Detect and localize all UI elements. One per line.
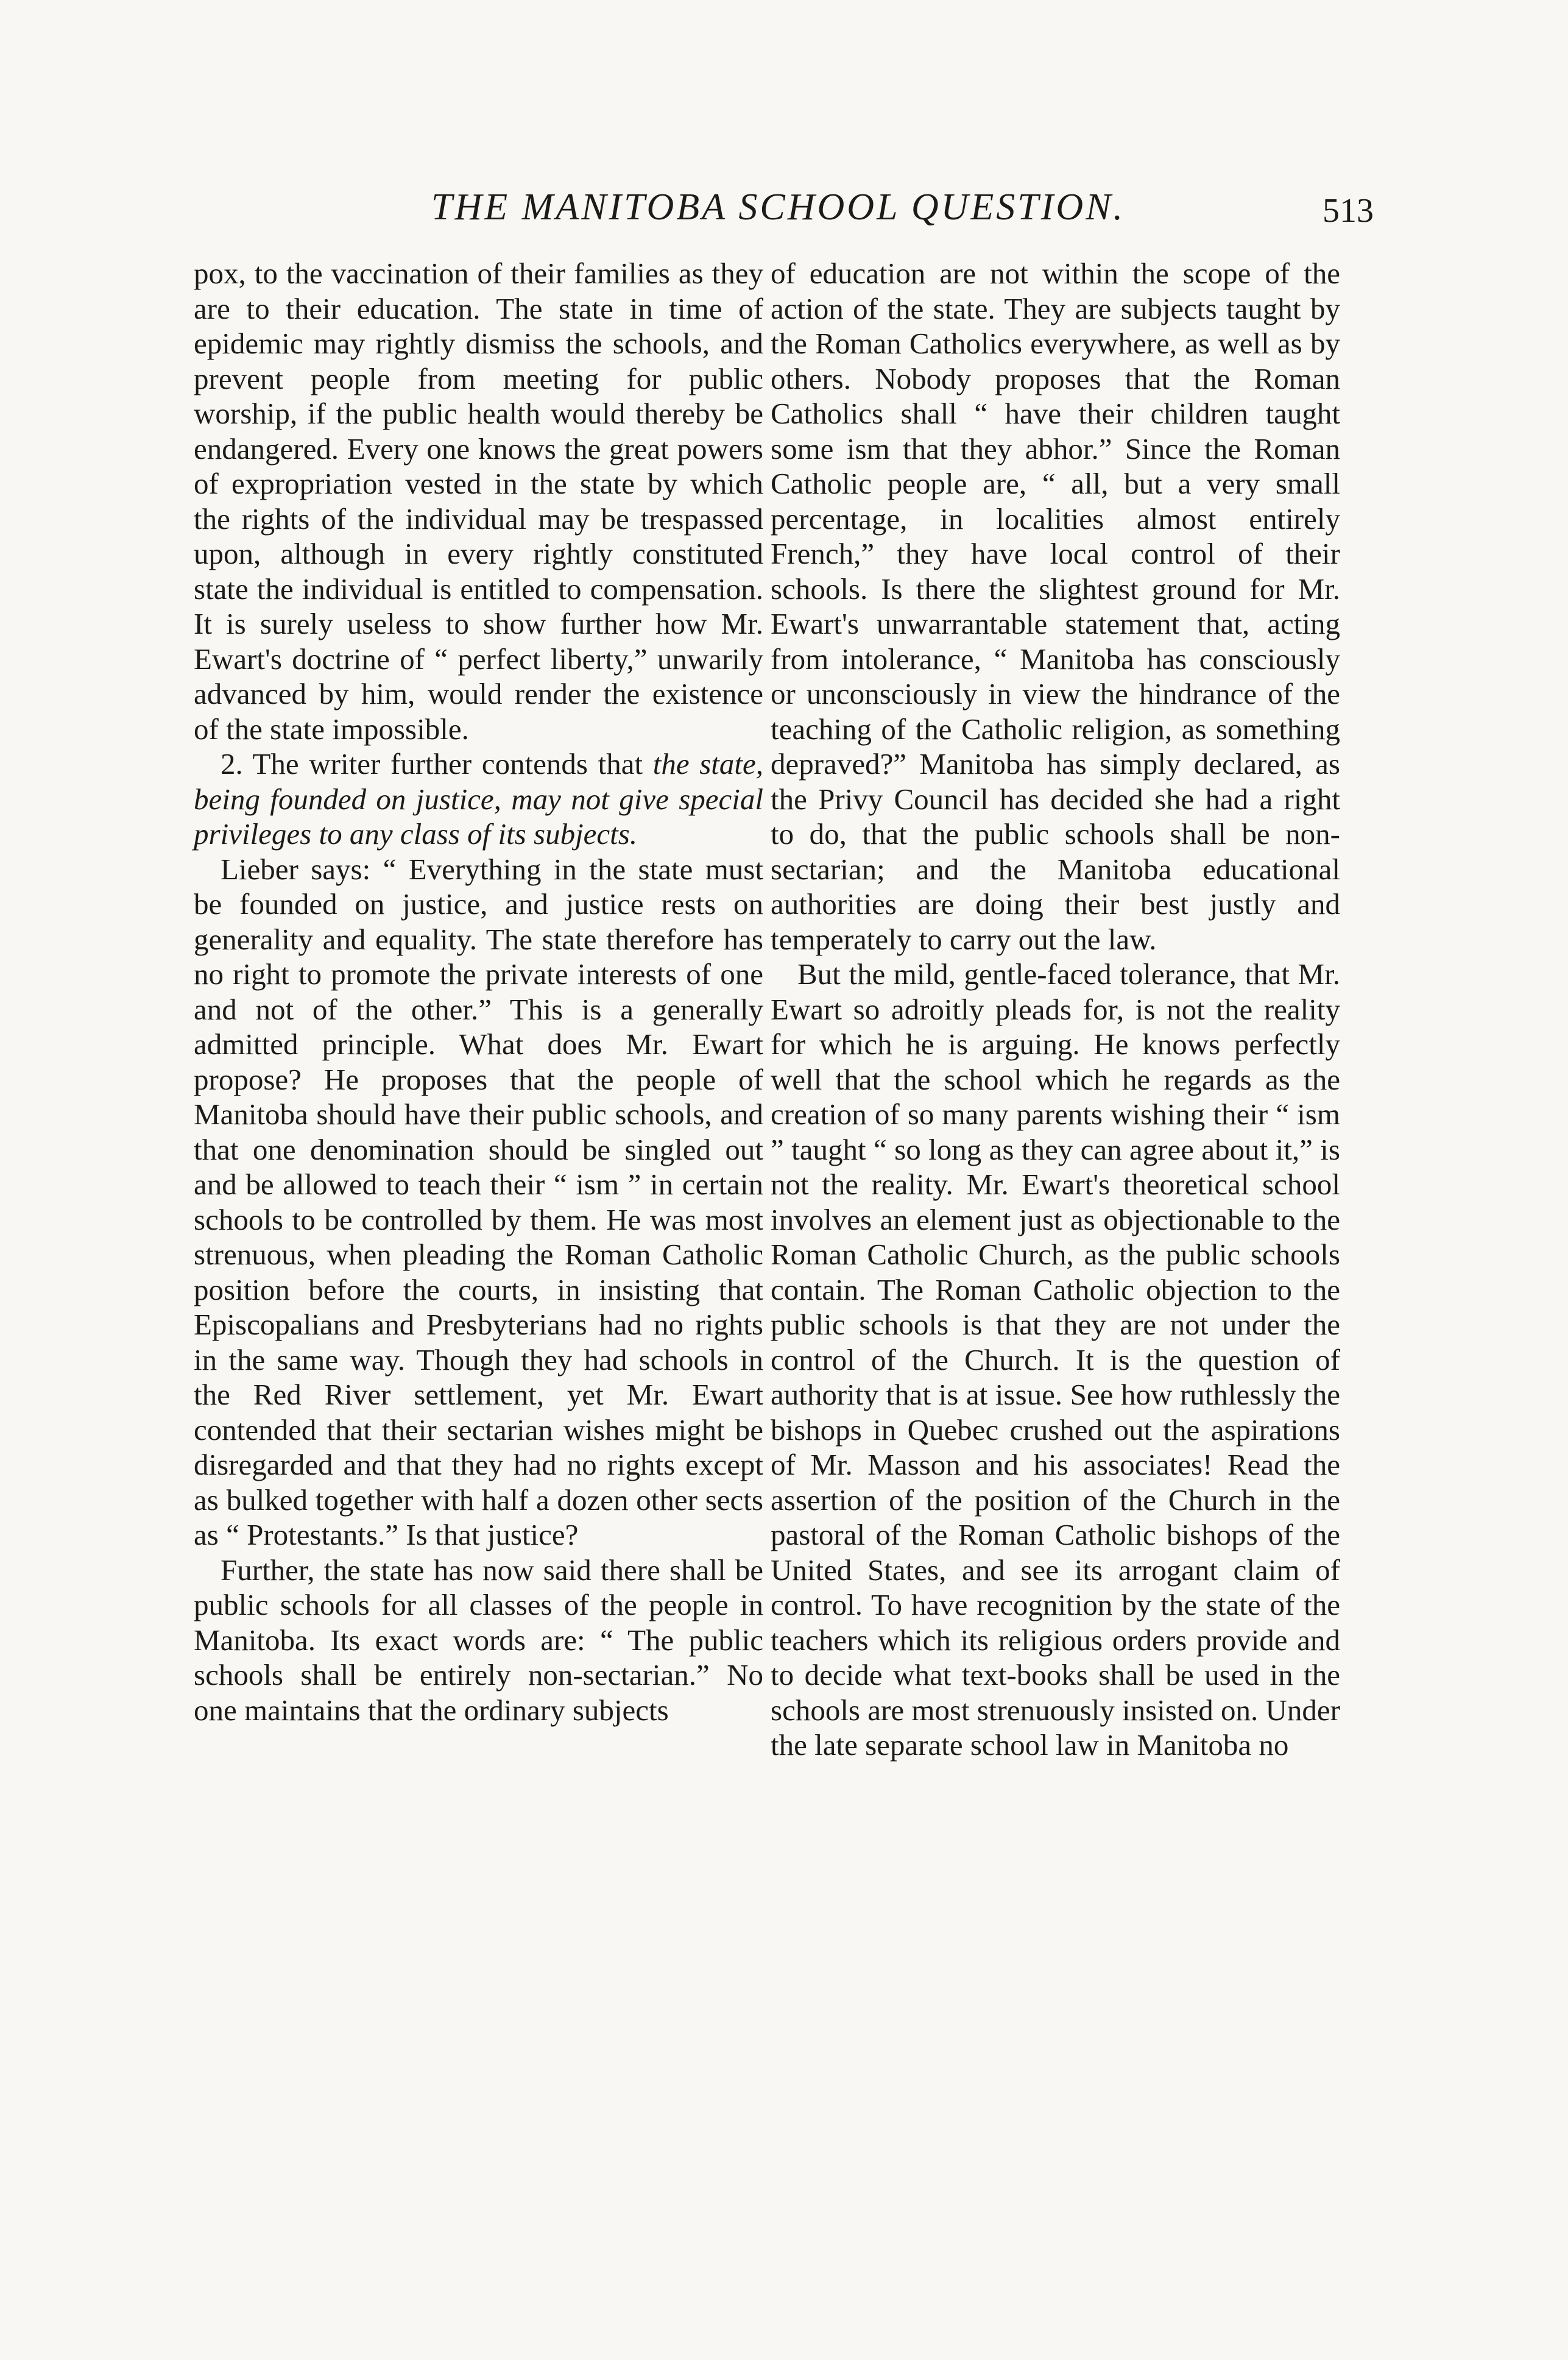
paragraph: But the mild, gentle-faced tolerance, that Mr. Ewart so adroitly pleads for, is not the reality for which he is arguing. He knows perfectly well that the school which he regards as the creation of so many parents wishing their “ ism ” taught “ so long as they can agree about it,” is not the reality. Mr. Ewart's theoretical school involves an element just as objectionable to the Roman Catholic Church, as the public schools contain. The Roman Catholic objection to the public schools is that they are not under the control of the Church. It is the question of authority that is at issue. See how ruthlessly the bishops in Quebec crushed out the aspirations of Mr. Masson and his associates! Read the assertion of the position of the Church in the pastoral of the Roman Catholic bishops of the United States, and see its arrogant claim of control. To have recognition by the state of the teachers which its religious orders provide and to decide what text-books shall be used in the schools are most strenuously insisted on. Under the late separate school law in Manitoba no (771, 957, 1340, 1762)
paragraph: pox, to the vaccination of their families as they are to their education. The state in time of epidemic may rightly dismiss the schools, and prevent people from meeting for public worship, if the public health would thereby be endangered. Every one knows the great powers of expropriation vested in the state by which the rights of the individual may be trespassed upon, although in every rightly constituted state the individual is entitled to compensation. It is surely useless to show further how Mr. Ewart's doctrine of “ perfect liberty,” unwarily advanced by him, would render the existence of the state impossible. (194, 257, 763, 746)
paragraph-lead: 2. The writer further contends that (221, 747, 653, 781)
page-number: 513 (1323, 192, 1374, 230)
right-column (771, 256, 1340, 1763)
italic-proposition: the state, being founded on justice, may not give special privileges to any class of its subjects. (194, 747, 763, 851)
paragraph: of education are not within the scope of the action of the state. They are subjects taught by the Roman Catholics everywhere, as well as by others. Nobody proposes that the Roman Catholics shall “ have their children taught some ism that they abhor.” Since the Roman Catholic people are, “ all, but a very small percentage, in localities almost entirely French,” they have local control of their schools. Is there the slightest ground for Mr. Ewart's unwarrantable statement that, acting from intolerance, “ Manitoba has consciously or unconsciously in view the hindrance of the teaching of the Catholic religion, as something depraved?” Manitoba has simply declared, as the Privy Council has decided she had a right to do, that the public schools shall be non-sectarian; and the Manitoba educational authorities are doing their best justly and temperately to carry out the law. (771, 257, 1340, 956)
paragraph: Lieber says: “ Everything in the state must be founded on justice, and justice rests on generality and equality. The state therefore has no right to promote the private interests of one and not of the other.” This is a generally admitted principle. What does Mr. Ewart propose? He proposes that the people of Manitoba should have their public schools, and that one denomination should be singled out and be allowed to teach their “ ism ” in certain schools to be controlled by them. He was most strenuous, when pleading the Roman Catholic position before the courts, in insisting that Episcopalians and Presbyterians had no rights in the same way. Though they had schools in the Red River settlement, yet Mr. Ewart contended that their sectarian wishes might be disregarded and that they had no rights except as bulked together with half a dozen other sects as “ Protestants.” Is that justice? (194, 852, 763, 1551)
running-head (183, 183, 1374, 238)
running-title: THE MANITOBA SCHOOL QUESTION. (431, 186, 1126, 228)
left-column (194, 256, 763, 1727)
paragraph: Further, the state has now said there shall be public schools for all classes of the people in Manitoba. Its exact words are: “ The public schools shall be entirely non-sectarian.” No one maintains that the ordinary subjects (194, 1553, 763, 1727)
paragraph (194, 746, 763, 852)
